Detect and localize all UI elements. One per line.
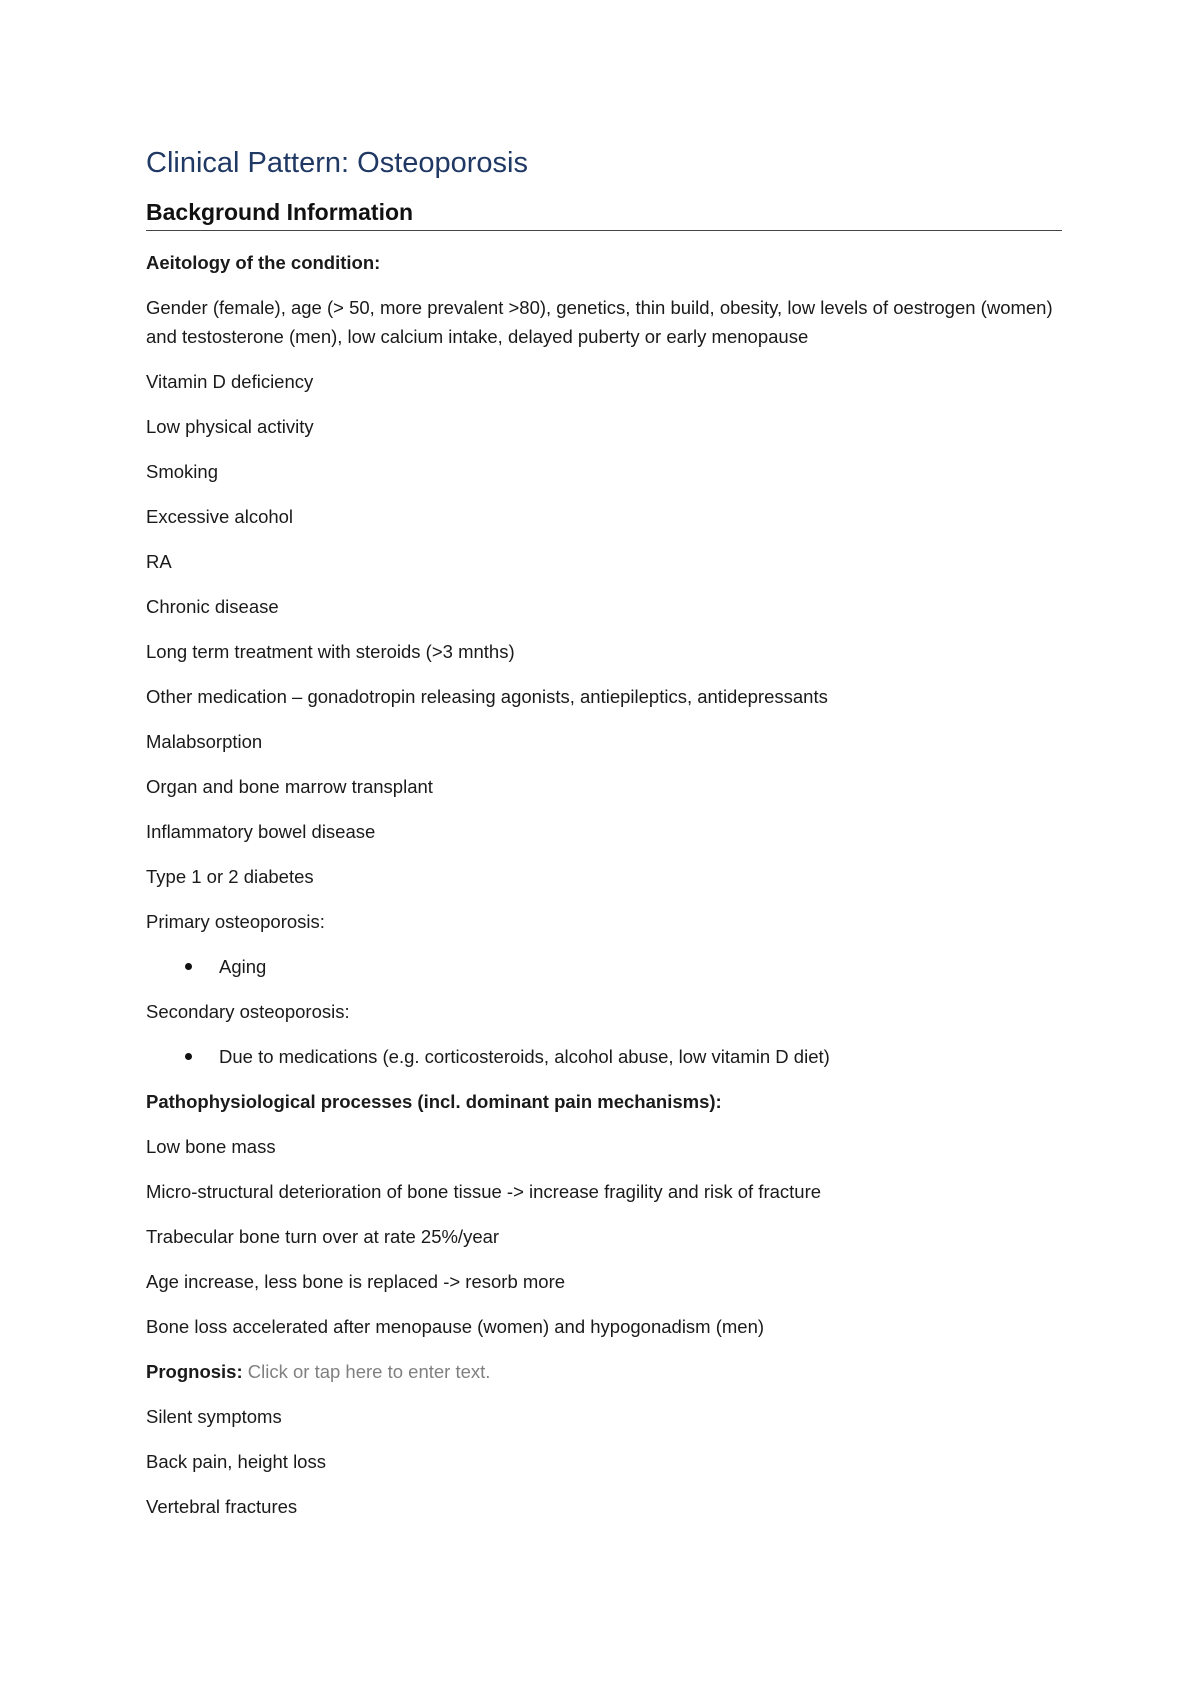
aetiology-item: RA (146, 551, 172, 572)
aetiology-item: Vitamin D deficiency (146, 371, 314, 392)
aetiology-item: Low physical activity (146, 416, 314, 437)
primary-osteoporosis-label: Primary osteoporosis: (146, 911, 325, 932)
secondary-osteoporosis-label: Secondary osteoporosis: (146, 1001, 350, 1022)
list-item (146, 1042, 1062, 1071)
list-item (146, 952, 1062, 981)
aetiology-item: Inflammatory bowel disease (146, 821, 376, 842)
aetiology-item: Other medication – gonadotropin releasing agonists, antiepileptics, antidepressants (146, 686, 828, 707)
prognosis-item: Silent symptoms (146, 1406, 282, 1427)
section-heading-background: Background Information (146, 197, 1062, 231)
bullet-icon (185, 963, 192, 970)
pathophysiology-item: Low bone mass (146, 1136, 276, 1157)
primary-osteoporosis-list (146, 952, 1062, 981)
pathophysiology-item: Age increase, less bone is replaced -> resorb more (146, 1271, 566, 1292)
aetiology-item: Organ and bone marrow transplant (146, 776, 433, 797)
aetiology-item: Long term treatment with steroids (>3 mnths) (146, 641, 515, 662)
bullet-text: Aging (219, 956, 267, 977)
aetiology-item: Malabsorption (146, 731, 263, 752)
aetiology-item: Excessive alcohol (146, 506, 294, 527)
prognosis-line (146, 1357, 1062, 1386)
bullet-text: Due to medications (e.g. corticosteroids, alcohol abuse, low vitamin D diet) (219, 1046, 830, 1067)
aetiology-item: Chronic disease (146, 596, 279, 617)
prognosis-item: Vertebral fractures (146, 1496, 298, 1517)
bullet-icon (185, 1053, 192, 1060)
aetiology-heading: Aeitology of the condition: (146, 252, 381, 273)
aetiology-item: Type 1 or 2 diabetes (146, 866, 314, 887)
pathophysiology-item: Bone loss accelerated after menopause (women) and hypogonadism (men) (146, 1316, 765, 1337)
pathophysiology-heading: Pathophysiological processes (incl. dominant pain mechanisms): (146, 1091, 722, 1112)
aetiology-item: Smoking (146, 461, 218, 482)
prognosis-label: Prognosis: (146, 1361, 243, 1382)
prognosis-input-placeholder[interactable]: Click or tap here to enter text. (247, 1361, 491, 1382)
prognosis-item: Back pain, height loss (146, 1451, 326, 1472)
secondary-osteoporosis-list (146, 1042, 1062, 1071)
pathophysiology-item: Micro-structural deterioration of bone tissue -> increase fragility and risk of fracture (146, 1181, 822, 1202)
document-page (146, 143, 1062, 1537)
aetiology-item: Gender (female), age (> 50, more prevalent >80), genetics, thin build, obesity, low levels of oestrogen (women) and testosterone (men), low calcium intake, delayed puberty or early menopause (146, 297, 1053, 347)
pathophysiology-item: Trabecular bone turn over at rate 25%/year (146, 1226, 500, 1247)
document-title: Clinical Pattern: Osteoporosis (146, 147, 528, 179)
